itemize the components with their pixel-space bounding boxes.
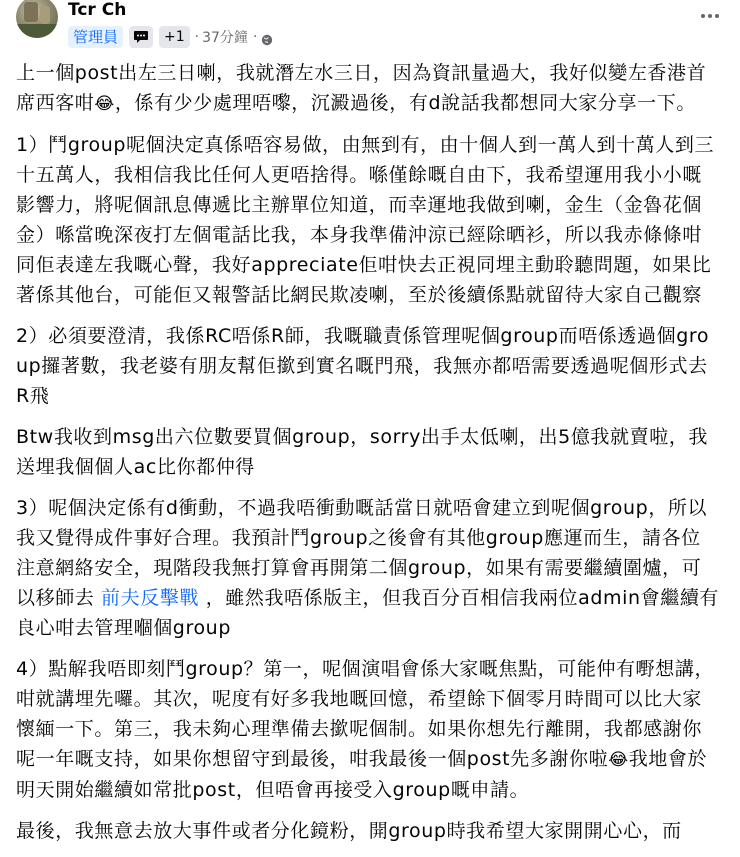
- globe-icon: [261, 31, 273, 43]
- meta-separator: ·: [194, 29, 200, 45]
- paragraph-text: ，係有少少處理唔嚟，沉澱過後，有d說話我都想同大家分享一下。: [114, 92, 696, 114]
- laughing-emoji-icon: 😂: [94, 94, 115, 114]
- post-paragraph: [16, 654, 720, 805]
- meta-separator: ·: [252, 29, 258, 45]
- post-meta: [68, 26, 273, 48]
- plus-badge[interactable]: +1: [159, 26, 190, 48]
- avatar-shape: [24, 2, 38, 22]
- chat-bubble-icon[interactable]: [129, 26, 153, 48]
- post-timestamp[interactable]: 37分鐘: [202, 30, 248, 46]
- post-paragraph: 1）鬥group呢個決定真係唔容易做，由無到有，由十個人到一萬人到十萬人到三十五萬人，我相信我比任何人更唔捨得。喺僅餘嘅自由下，我希望運用我小小嘅影響力，將呢個訊息傳遞比主辦單位知道，而幸運地我做到喇，金生（金魯花個金）喺當晚深夜打左個電話比我，本身我準備沖涼已經除晒衫，所以我赤條條咁同佢表達左我嘅心聲，我好appreciate佢咁快去正視同埋主動聆聽問題，如果比著係其他台，可能佢又報警話比網民欺凌喇，至於後續係點就留待大家自己觀察: [16, 134, 715, 306]
- post-paragraph: [16, 58, 720, 119]
- avatar-shape: [16, 24, 58, 38]
- paragraph-text: 上一個post出左三日喇，我就潛左水三日，因為資訊量過大，我好似變左香港首席西客咁: [16, 62, 707, 114]
- laughing-emoji-icon: 😂: [608, 750, 629, 770]
- post-paragraph: [16, 493, 720, 643]
- admin-badge[interactable]: 管理員: [68, 26, 123, 48]
- avatar-shape: [40, 6, 50, 24]
- post-paragraph: 最後，我無意去放大事件或者分化鏡粉，開group時我希望大家開開心心，而: [16, 820, 682, 842]
- post-body: [16, 58, 720, 857]
- paragraph-text: ，雖然我唔係版主，但我百分百相信我兩位admin會繼續有良心咁去管理嗰個group: [16, 587, 720, 639]
- paragraph-text: 3）呢個決定係有d衝動，不過我唔衝動嘅話當日就唔會建立到呢個group，所以我又覺得成件事好合理。我預計鬥group之後會有其他group應運而生，請各位注意網絡安全，現階段我無打算會再開第二個group，如果有需要繼續圍爐，可以移師去: [16, 497, 708, 609]
- author-name[interactable]: Tcr Ch: [68, 0, 127, 20]
- paragraph-text: 我地會於明天開始繼續如常批post，但唔會再接受入group嘅申請。: [16, 748, 708, 801]
- paragraph-text: 4）點解我唔即刻鬥group？第一，呢個演唱會係大家嘅焦點，可能仲有嘢想講，咁就講埋先囉。其次，呢度有好多我地嘅回憶，希望餘下個零月時間可以比大家懷緬一下。第三，我未夠心理準備去撳呢個制。如果你想先行離開，我都感謝你呢一年嘅支持，如果你想留守到最後，咁我最後一個post先多謝你啦: [16, 658, 715, 770]
- group-mention-link[interactable]: 前夫反擊戰: [101, 587, 200, 609]
- post-paragraph: Btw我收到msg出六位數要買個group，sorry出手太低喇，出5億我就賣啦，我送埋我個個人ac比你都仲得: [16, 426, 709, 478]
- post-paragraph: 2）必須要澄清，我係RC唔係R師，我嘅職責係管理呢個group而唔係透過個group攞著數，我老婆有朋友幫佢撳到實名嘅門飛，我無亦都唔需要透過呢個形式去R飛: [16, 325, 710, 407]
- user-avatar[interactable]: [16, 0, 58, 38]
- post-header: [0, 0, 740, 58]
- more-options-icon[interactable]: [698, 4, 722, 28]
